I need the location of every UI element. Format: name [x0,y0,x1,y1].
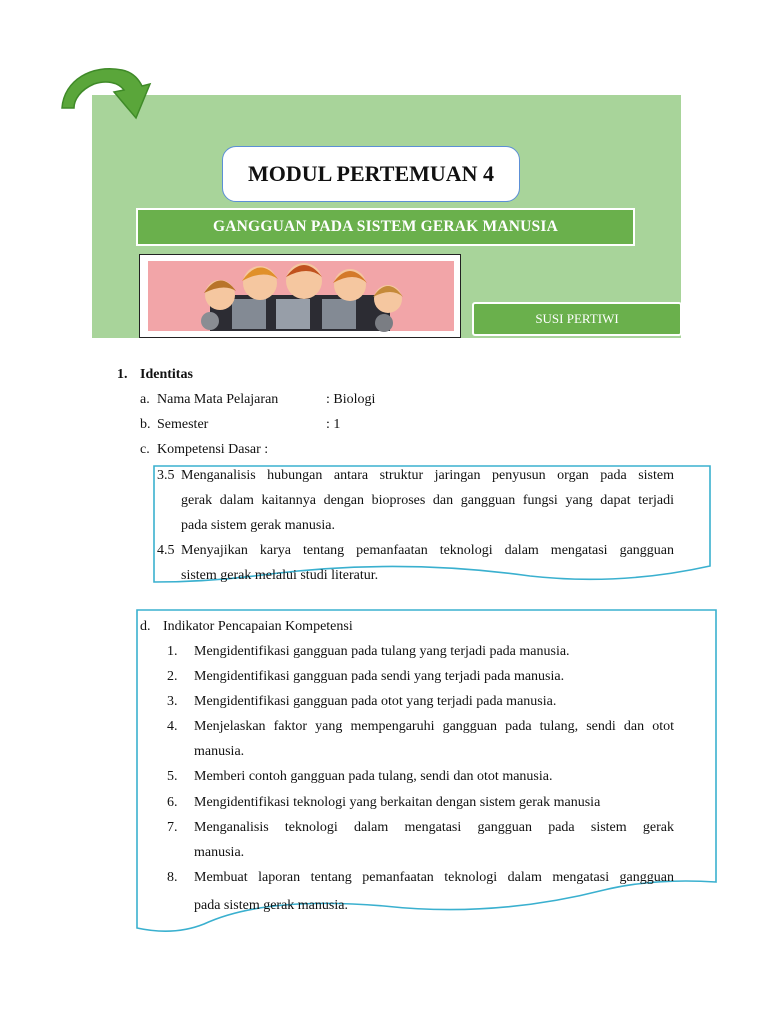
list-marker: d. [140,619,151,634]
kd-line: gerak dalam kaitannya dengan bioproses dan gangguan fungsi yang dapat terjadi [181,493,674,508]
kd-number: 3.5 [157,468,175,483]
indikator-text: Membuat laporan tentang pemanfaatan teknologi dalam mengatasi gangguan [194,870,674,885]
indikator-text: Menganalisis teknologi dalam mengatasi gangguan pada sistem gerak [194,820,674,835]
list-marker: c. [140,442,150,457]
kd-line: Menyajikan karya tentang pemanfaatan teknologi dalam mengatasi gangguan [181,543,674,558]
kd-number: 4.5 [157,543,175,558]
section-number: 1. [117,367,128,382]
field-label: Kompetensi Dasar : [157,442,269,457]
list-marker: b. [140,417,151,432]
indikator-text: pada sistem gerak manusia. [194,898,348,913]
indikator-text: Mengidentifikasi gangguan pada sendi yang terjadi pada manusia. [194,669,565,684]
field-value: : Biologi [326,392,376,407]
kd-line: sistem gerak melalui studi literatur. [181,568,379,583]
indikator-number: 1. [167,644,178,659]
field-label: Nama Mata Pelajaran [157,392,279,407]
indikator-text: Mengidentifikasi gangguan pada otot yang terjadi pada manusia. [194,694,557,709]
indikator-number: 7. [167,820,178,835]
list-marker: a. [140,392,150,407]
indikator-number: 2. [167,669,178,684]
cover-illustration [139,254,461,338]
children-xray-image [140,255,460,337]
indikator-number: 6. [167,795,178,810]
indikator-text: Mengidentifikasi gangguan pada tulang yang terjadi pada manusia. [194,644,570,659]
curved-arrow-icon [52,60,162,140]
field-label: Semester [157,417,209,432]
section-heading: Identitas [140,367,193,382]
indikator-number: 5. [167,769,178,784]
module-subtitle: GANGGUAN PADA SISTEM GERAK MANUSIA [136,208,635,246]
indikator-text: Memberi contoh gangguan pada tulang, sendi dan otot manusia. [194,769,553,784]
field-value: : 1 [326,417,341,432]
author-badge: SUSI PERTIWI [472,302,682,336]
indikator-text: manusia. [194,744,245,759]
kd-line: pada sistem gerak manusia. [181,518,335,533]
indikator-text: manusia. [194,845,245,860]
kd-line: Menganalisis hubungan antara struktur jaringan penyusun organ pada sistem [181,468,674,483]
indikator-number: 8. [167,870,178,885]
indikator-number: 4. [167,719,178,734]
indikator-heading: Indikator Pencapaian Kompetensi [163,619,353,634]
indikator-text: Mengidentifikasi teknologi yang berkaitan dengan sistem gerak manusia [194,795,601,810]
indikator-text: Menjelaskan faktor yang mempengaruhi gangguan pada tulang, sendi dan otot [194,719,674,734]
indikator-number: 3. [167,694,178,709]
module-title: MODUL PERTEMUAN 4 [222,146,520,202]
